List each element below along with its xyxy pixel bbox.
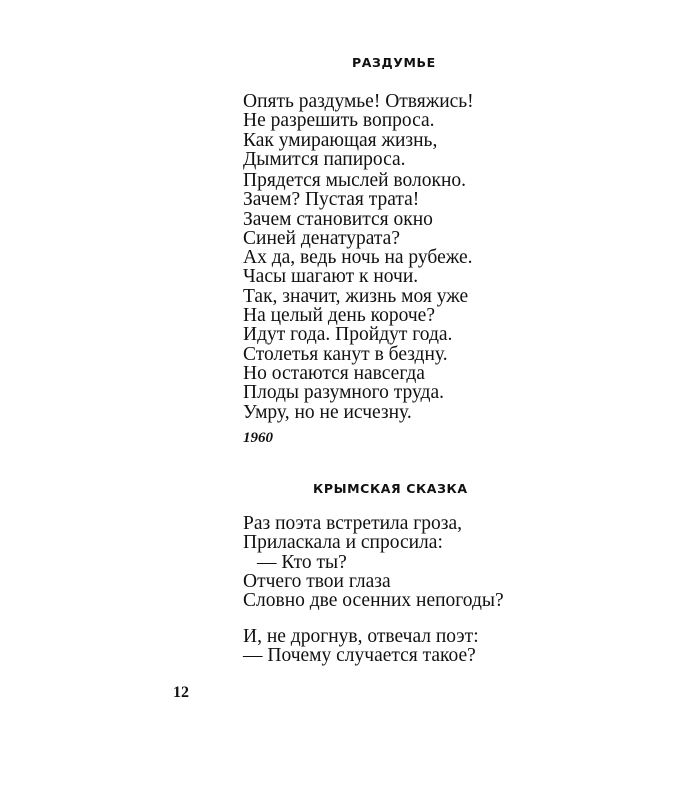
poem-title-razdumye: РАЗДУМЬЕ: [352, 55, 436, 70]
verse-line: Прядется мыслей волокно.: [243, 170, 467, 191]
verse-line: Синей денатурата?: [243, 227, 400, 249]
verse-line: Раз поэта встретила гроза,: [243, 513, 463, 534]
verse-line: Словно две осенних непогоды?: [243, 590, 504, 612]
verse-line: Часы шагают к ночи.: [243, 266, 419, 288]
poem1-stanza-2: [243, 171, 473, 422]
verse-line: Не разрешить вопроса.: [243, 110, 435, 132]
poem2-stanza-1: [243, 514, 504, 610]
verse-line: Опять раздумье! Отвяжись!: [243, 91, 474, 112]
verse-line: Но остаются навсегда: [243, 362, 425, 384]
verse-line: — Кто ты?: [257, 551, 347, 573]
verse-line: Дымится папироса.: [243, 148, 406, 170]
verse-line: Умру, но не исчезну.: [243, 401, 412, 423]
verse-line: Ах да, ведь ночь на рубеже.: [243, 247, 473, 269]
poem2-stanza-2: [243, 627, 479, 666]
page-number: 12: [173, 684, 189, 701]
verse-line: Приласкала и спросила:: [243, 532, 443, 554]
verse-line: Так, значит, жизнь моя уже: [243, 285, 469, 307]
verse-line: Зачем? Пустая трата!: [243, 189, 420, 211]
poem-date: 1960: [243, 430, 273, 446]
poem-title-krymskaya-skazka: КРЫМСКАЯ СКАЗКА: [313, 481, 468, 496]
verse-line: И, не дрогнув, отвечал поэт:: [243, 626, 479, 647]
poem1-stanza-1: [243, 92, 474, 169]
verse-line: Идут года. Пройдут года.: [243, 324, 453, 346]
verse-line: Отчего твои глаза: [243, 570, 391, 592]
verse-line: На целый день короче?: [243, 305, 435, 327]
verse-line: Плоды разумного труда.: [243, 382, 444, 404]
verse-line: Столетья канут в бездну.: [243, 343, 448, 365]
verse-line: — Почему случается такое?: [243, 645, 476, 667]
verse-line: Зачем становится окно: [243, 208, 433, 230]
verse-line: Как умирающая жизнь,: [243, 129, 438, 151]
